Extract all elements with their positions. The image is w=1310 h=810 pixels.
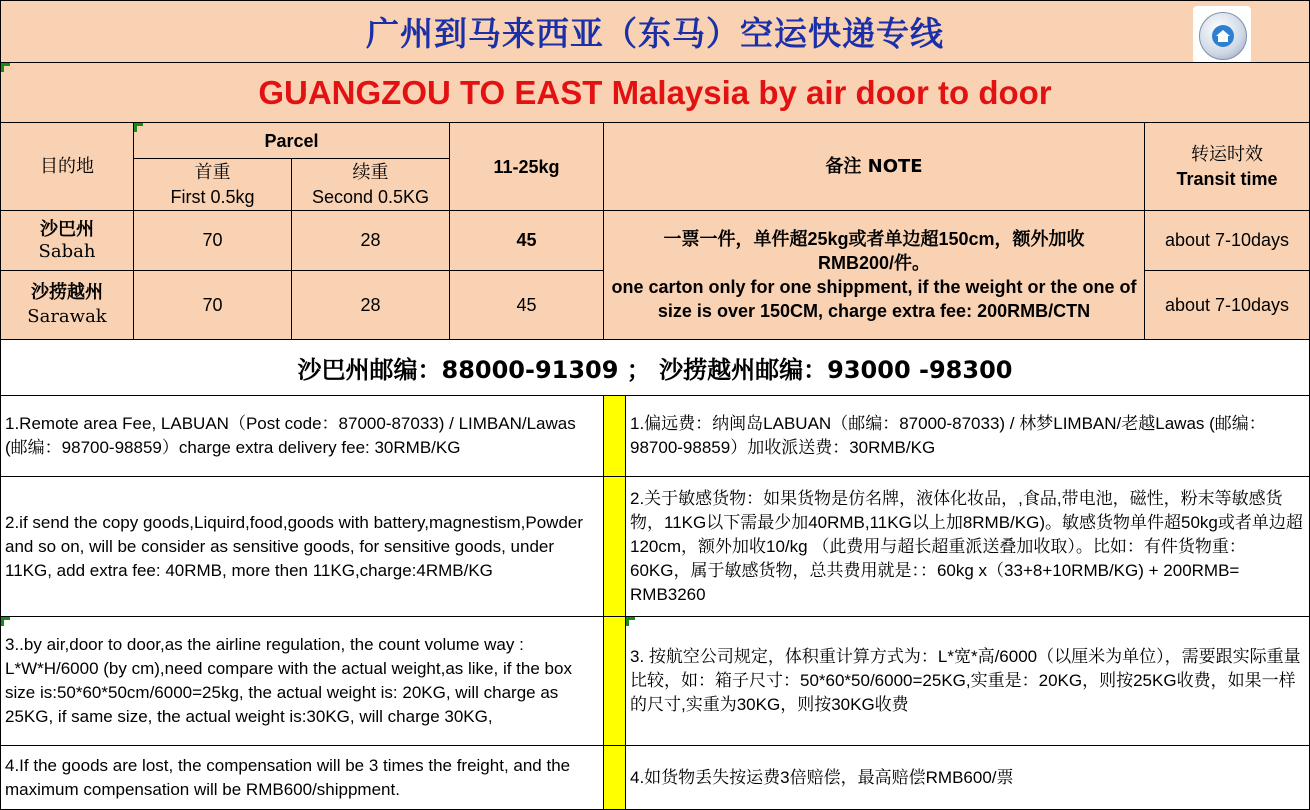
term-4-en: 4.If the goods are lost, the compensation will be 3 times the freight, and the maximum compensation will be RMB600/shippment. xyxy=(0,745,604,810)
note-cell xyxy=(603,210,1145,340)
row-sarawak-first: 70 xyxy=(133,270,292,340)
term-1-cn: 1.偏远费：纳闽岛LABUAN（邮编：87000-87033) / 林梦LIMBAN/老越Lawas (邮编：98700-98859）加收派送费：30RMB/KG xyxy=(625,395,1310,477)
row-sarawak-destination: 沙捞越州 Sarawak xyxy=(0,270,134,340)
row-sabah-second: 28 xyxy=(291,210,450,271)
title-cn-row xyxy=(0,0,1310,63)
term-2-divider xyxy=(603,476,626,617)
row-sabah-destination: 沙巴州 Sabah xyxy=(0,210,134,271)
header-second-weight: 续重 Second 0.5KG xyxy=(291,158,450,211)
cell-marker-icon xyxy=(626,617,635,626)
row-sarawak-transit: about 7-10days xyxy=(1144,270,1310,340)
page-title-en: GUANGZOU TO EAST Malaysia by air door to door xyxy=(258,73,1052,111)
row-sarawak-second: 28 xyxy=(291,270,450,340)
cell-marker-icon xyxy=(134,123,143,132)
cell-marker-icon xyxy=(1,617,10,626)
term-3-divider xyxy=(603,616,626,746)
header-destination: 目的地 xyxy=(0,122,134,211)
page-title-cn: 广州到马来西亚（东马）空运快递专线 xyxy=(366,14,944,53)
title-en-row xyxy=(0,62,1310,123)
header-weight-range: 11-25kg xyxy=(449,122,604,211)
home-icon[interactable] xyxy=(1193,6,1251,64)
row-sabah-weight: 45 xyxy=(449,210,604,271)
note-cn: 一票一件，单件超25kg或者单边超150cm，额外加收RMB200/件。 xyxy=(663,229,1085,273)
term-1-divider xyxy=(603,395,626,477)
note-en: one carton only for one shippment, if the weight or the one of size is over 150CM, charge extra fee: 200RMB/CTN xyxy=(611,277,1137,321)
term-3-en: 3..by air,door to door,as the airline regulation, the count volume way : L*W*H/6000 (by cm),need compare with the actual weight,as like, if the box size is:50*60*50cm/6000=25kg, the actual weight is: 20KG, will charge as 25KG, if same size, the actual weight is:30KG, will charge 30KG, xyxy=(0,616,604,746)
term-2-en: 2.if send the copy goods,Liquird,food,goods with battery,magnestism,Powder and so on, will be consider as sensitive goods, for sensitive goods, under 11KG, add extra fee: 40RMB, more then 11KG,charge:4RMB/KG xyxy=(0,476,604,617)
postcode-text: 沙巴州邮编：88000-91309 ； 沙捞越州邮编：93000 -98300 xyxy=(297,356,1013,384)
home-icon-ring xyxy=(1199,12,1247,60)
term-4-divider xyxy=(603,745,626,810)
term-3-cn: 3. 按航空公司规定，体积重计算方式为：L*宽*高/6000（以厘米为单位），需要跟实际重量比较，如：箱子尺寸：50*60*50/6000=25KG,实重是：20KG，则按25KG收费，如果一样的尺寸,实重为30KG，则按30KG收费 xyxy=(625,616,1310,746)
row-sabah-first: 70 xyxy=(133,210,292,271)
header-transit: 转运时效 Transit time xyxy=(1144,122,1310,211)
postcode-row xyxy=(0,339,1310,396)
term-2-cn: 2.关于敏感货物：如果货物是仿名牌，液体化妆品，,食品,带电池，磁性，粉末等敏感货物，11KG以下需最少加40RMB,11KG以上加8RMB/KG)。敏感货物单件超50kg或者单边超120cm，额外加收10/kg （此费用与超长超重派送叠加收取）。比如：有件货物重：60KG，属于敏感货物，总共费用就是：：60kg x（33+8+10RMB/KG) + 200RMB= RMB3260 xyxy=(625,476,1310,617)
header-first-weight: 首重 First 0.5kg xyxy=(133,158,292,211)
term-4-cn: 4.如货物丢失按运费3倍赔偿，最高赔偿RMB600/票 xyxy=(625,745,1310,810)
row-sarawak-weight: 45 xyxy=(449,270,604,340)
row-sabah-transit: about 7-10days xyxy=(1144,210,1310,271)
cell-marker-icon xyxy=(1,63,10,72)
term-1-en: 1.Remote area Fee, LABUAN（Post code：87000-87033) / LIMBAN/Lawas (邮编：98700-98859）charge extra delivery fee: 30RMB/KG xyxy=(0,395,604,477)
home-icon-center xyxy=(1212,25,1234,47)
header-note: 备注 NOTE xyxy=(603,122,1145,211)
header-parcel: Parcel xyxy=(133,122,450,159)
